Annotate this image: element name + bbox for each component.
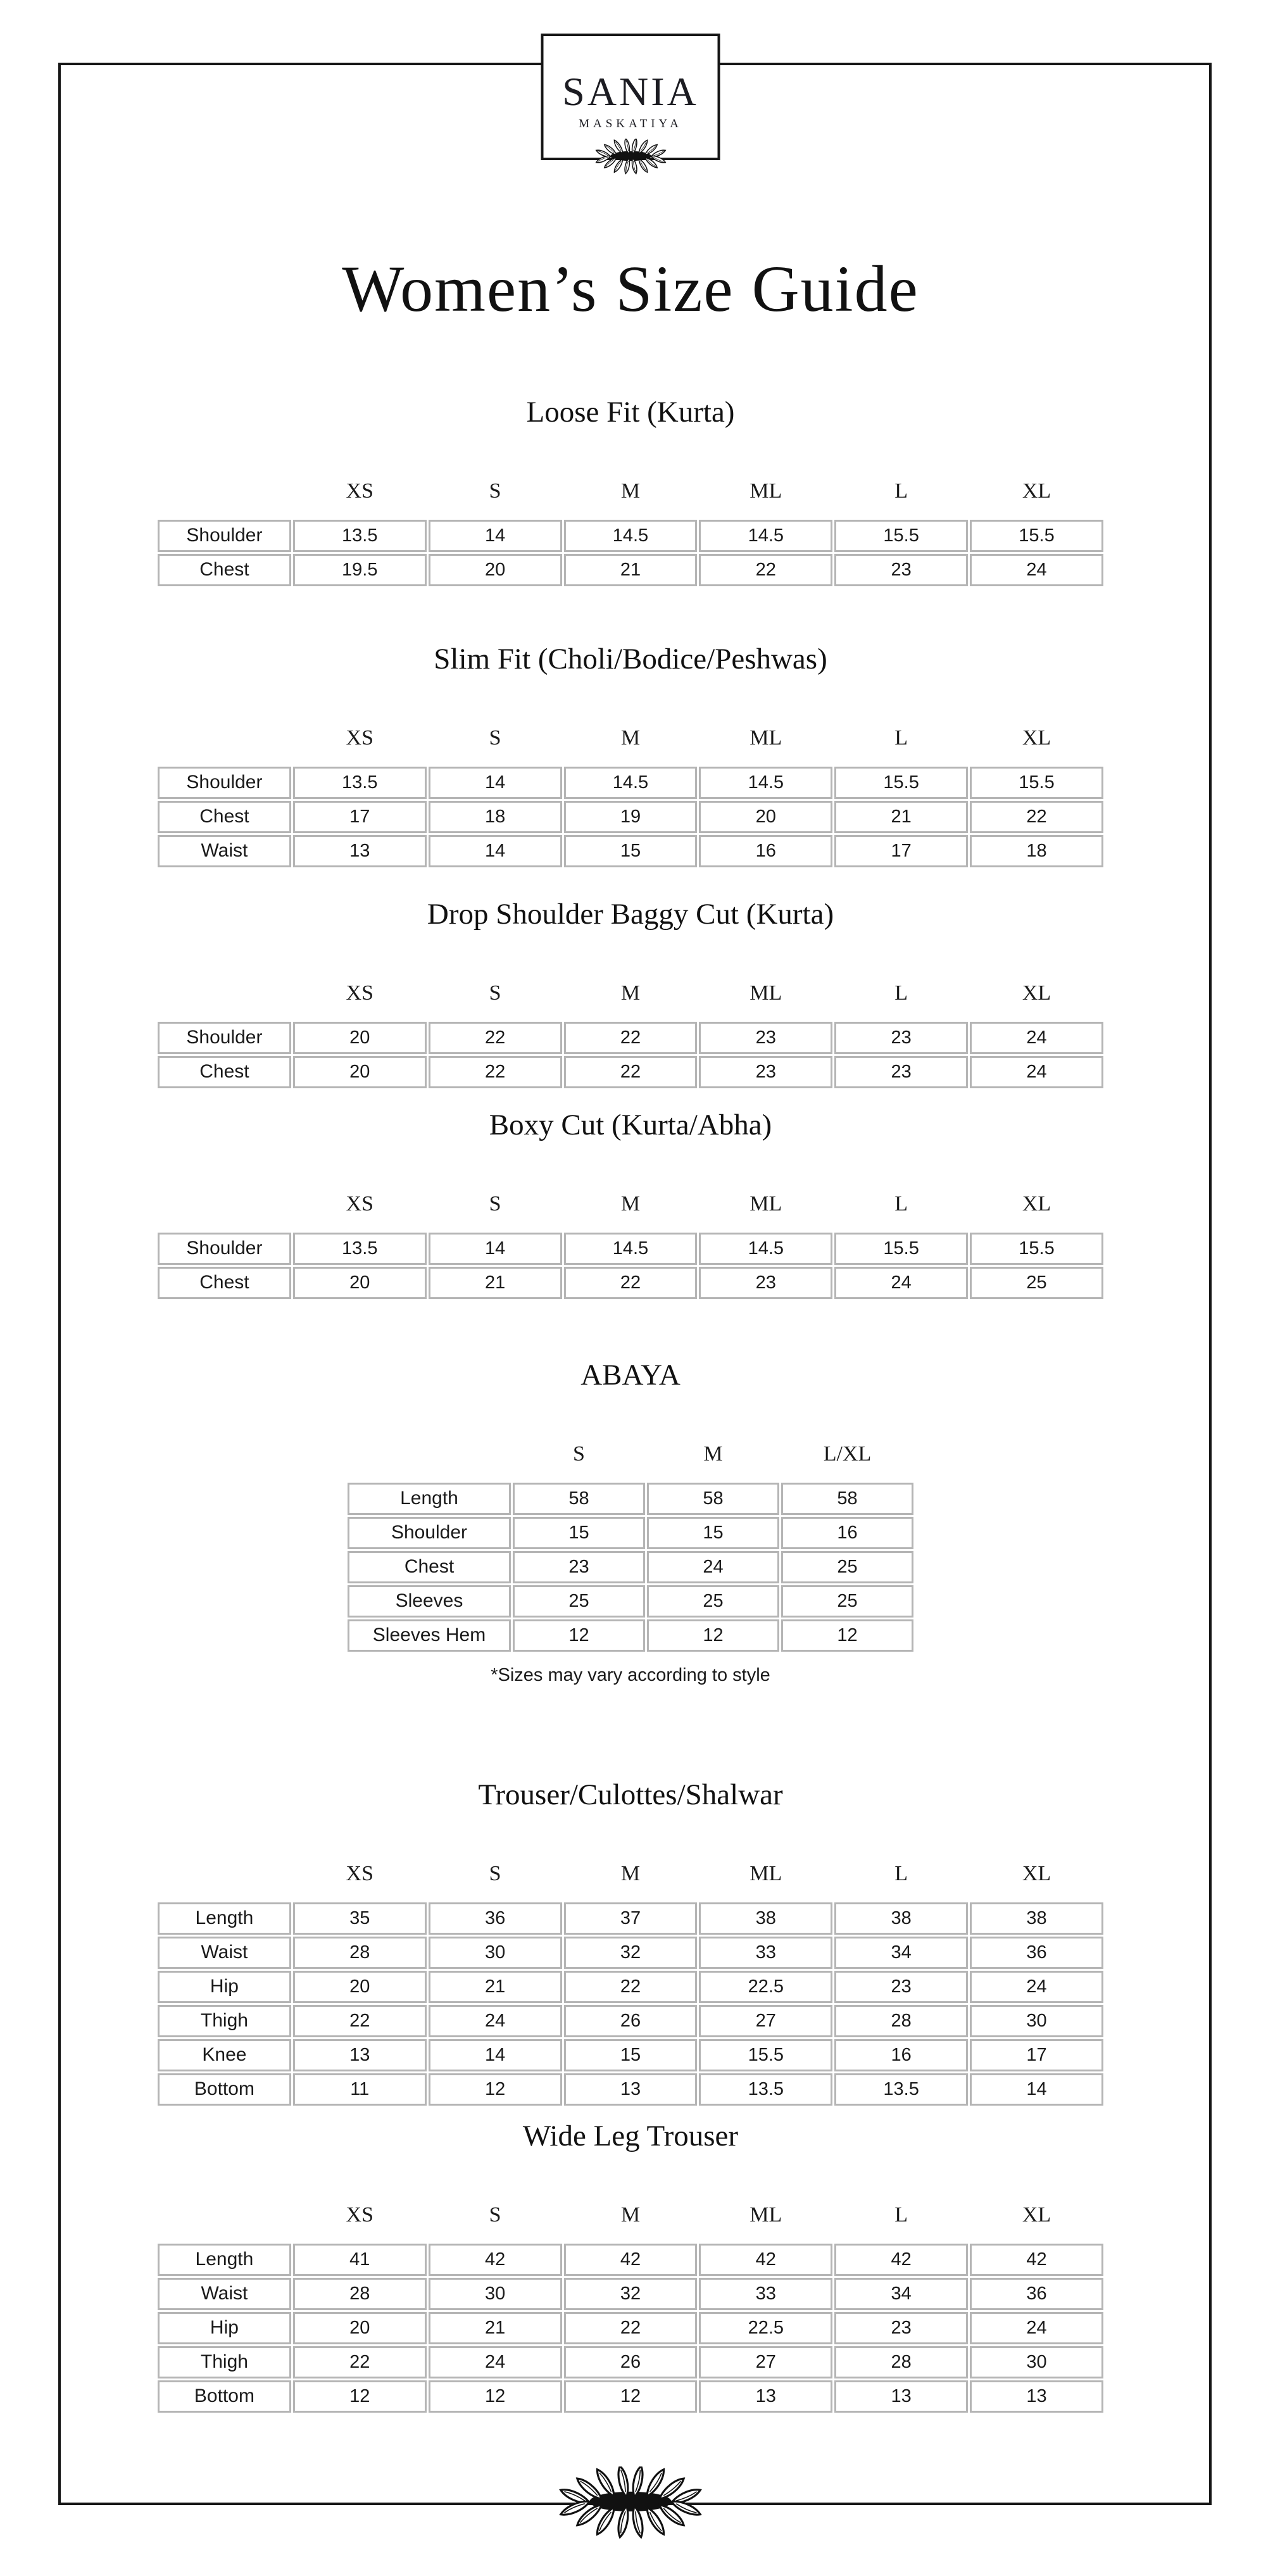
measurement-value: 42 [834, 2244, 968, 2276]
measurement-label: Thigh [158, 2346, 291, 2378]
measurement-value: 22 [564, 1056, 698, 1088]
measurement-value: 21 [834, 801, 968, 833]
size-header-row [158, 977, 1103, 1020]
measurement-value: 25 [970, 1267, 1103, 1299]
measurement-value: 25 [781, 1551, 913, 1583]
brand-name: SANIA [562, 69, 699, 114]
measurement-value: 15.5 [834, 767, 968, 799]
size-table-wide-leg [156, 2197, 1105, 2415]
measurement-value: 14 [429, 1233, 562, 1265]
measurement-label: Sleeves Hem [348, 1619, 511, 1652]
section-wide-leg [0, 2118, 1261, 2415]
table-row [348, 1619, 913, 1652]
size-column-header: ML [750, 1191, 782, 1216]
table-row [348, 1551, 913, 1583]
size-column-header: XS [346, 479, 373, 503]
measurement-label: Length [158, 1902, 291, 1935]
measurement-label: Bottom [158, 2073, 291, 2106]
measurement-value: 58 [647, 1483, 779, 1515]
measurement-label: Shoulder [348, 1517, 511, 1549]
measurement-value: 25 [513, 1585, 645, 1618]
measurement-value: 23 [699, 1022, 832, 1054]
measurement-value: 27 [699, 2346, 832, 2378]
measurement-value: 20 [293, 2312, 427, 2344]
table-row [158, 1056, 1103, 1088]
measurement-value: 23 [834, 1971, 968, 2003]
measurement-label: Waist [158, 1937, 291, 1969]
size-column-header: M [620, 1191, 641, 1216]
table-row [158, 2244, 1103, 2276]
table-row [158, 2005, 1103, 2037]
size-column-header: L [894, 726, 908, 750]
table-row [158, 2346, 1103, 2378]
measurement-value: 25 [647, 1585, 779, 1618]
measurement-value: 13 [293, 835, 427, 867]
measurement-value: 30 [429, 2278, 562, 2310]
corner-cell [158, 722, 291, 765]
measurement-value: 23 [513, 1551, 645, 1583]
section-boxy-cut [0, 1107, 1261, 1301]
measurement-value: 13.5 [699, 2073, 832, 2106]
size-column-header: M [620, 479, 641, 503]
measurement-value: 38 [970, 1902, 1103, 1935]
measurement-value: 24 [647, 1551, 779, 1583]
measurement-value: 14 [429, 2039, 562, 2071]
measurement-label: Shoulder [158, 520, 291, 552]
table-row [348, 1483, 913, 1515]
measurement-value: 16 [834, 2039, 968, 2071]
measurement-value: 36 [429, 1902, 562, 1935]
size-column-header: S [489, 726, 501, 750]
measurement-value: 22 [564, 1971, 698, 2003]
measurement-value: 42 [699, 2244, 832, 2276]
measurement-value: 27 [699, 2005, 832, 2037]
measurement-label: Shoulder [158, 1022, 291, 1054]
size-column-header: ML [750, 726, 782, 750]
measurement-value: 22 [564, 2312, 698, 2344]
table-row [158, 1971, 1103, 2003]
measurement-value: 14 [429, 835, 562, 867]
measurement-value: 20 [699, 801, 832, 833]
measurement-value: 22 [293, 2005, 427, 2037]
size-column-header: L/XL [823, 1442, 872, 1466]
page-title: Women’s Size Guide [342, 253, 919, 325]
size-header-row [158, 1188, 1103, 1231]
measurement-value: 36 [970, 2278, 1103, 2310]
size-column-header: ML [750, 1861, 782, 1885]
measurement-value: 21 [429, 1267, 562, 1299]
measurement-value: 22 [564, 1267, 698, 1299]
corner-cell [158, 1188, 291, 1231]
measurement-value: 14 [429, 767, 562, 799]
size-column-header: S [489, 2202, 501, 2227]
measurement-value: 16 [699, 835, 832, 867]
corner-cell [158, 977, 291, 1020]
chart-title-abaya: ABAYA [580, 1359, 681, 1392]
measurement-value: 15.5 [970, 520, 1103, 552]
size-header-row [158, 2199, 1103, 2242]
measurement-label: Waist [158, 835, 291, 867]
table-row [348, 1517, 913, 1549]
size-column-header: XL [1022, 1191, 1051, 1216]
section-trouser [0, 1776, 1261, 2108]
measurement-value: 22.5 [699, 1971, 832, 2003]
measurement-value: 30 [429, 1937, 562, 1969]
measurement-value: 28 [293, 1937, 427, 1969]
measurement-value: 28 [293, 2278, 427, 2310]
measurement-label: Knee [158, 2039, 291, 2071]
table-row [158, 801, 1103, 833]
measurement-value: 18 [429, 801, 562, 833]
table-row [158, 554, 1103, 586]
measurement-value: 14 [429, 520, 562, 552]
size-column-header: S [489, 1861, 501, 1885]
measurement-value: 17 [293, 801, 427, 833]
measurement-value: 26 [564, 2005, 698, 2037]
measurement-value: 21 [429, 1971, 562, 2003]
size-column-header: ML [750, 479, 782, 503]
table-row [348, 1585, 913, 1618]
measurement-value: 12 [564, 2380, 698, 2413]
measurement-value: 17 [834, 835, 968, 867]
measurement-value: 32 [564, 1937, 698, 1969]
corner-cell [348, 1438, 511, 1481]
measurement-value: 19 [564, 801, 698, 833]
measurement-value: 23 [699, 1267, 832, 1299]
measurement-value: 14.5 [699, 520, 832, 552]
measurement-label: Chest [348, 1551, 511, 1583]
measurement-value: 13 [293, 2039, 427, 2071]
size-column-header: L [894, 1861, 908, 1885]
size-column-header: XS [346, 726, 373, 750]
chart-title-slim-fit: Slim Fit (Choli/Bodice/Peshwas) [434, 643, 827, 675]
measurement-value: 33 [699, 1937, 832, 1969]
measurement-label: Sleeves [348, 1585, 511, 1618]
size-column-header: M [620, 2202, 641, 2227]
measurement-value: 12 [429, 2073, 562, 2106]
measurement-value: 23 [834, 1056, 968, 1088]
measurement-label: Length [158, 2244, 291, 2276]
measurement-value: 16 [781, 1517, 913, 1549]
chart-title-wide-leg: Wide Leg Trouser [522, 2120, 739, 2152]
measurement-value: 24 [834, 1267, 968, 1299]
measurement-value: 15 [513, 1517, 645, 1549]
size-column-header: M [620, 981, 641, 1005]
measurement-value: 15.5 [970, 767, 1103, 799]
measurement-value: 23 [834, 2312, 968, 2344]
measurement-label: Chest [158, 1056, 291, 1088]
measurement-value: 13 [564, 2073, 698, 2106]
measurement-value: 24 [970, 2312, 1103, 2344]
size-column-header: S [573, 1442, 585, 1466]
measurement-value: 41 [293, 2244, 427, 2276]
table-row [158, 1902, 1103, 1935]
measurement-value: 15 [647, 1517, 779, 1549]
table-row [158, 1022, 1103, 1054]
measurement-value: 13.5 [293, 1233, 427, 1265]
measurement-value: 12 [647, 1619, 779, 1652]
sizes-footnote: *Sizes may vary according to style [491, 1665, 770, 1685]
table-row [158, 2312, 1103, 2344]
table-row [158, 520, 1103, 552]
measurement-value: 13.5 [834, 2073, 968, 2106]
chart-title-boxy-cut: Boxy Cut (Kurta/Abha) [489, 1109, 772, 1141]
measurement-value: 15.5 [834, 520, 968, 552]
size-column-header: ML [750, 2202, 782, 2227]
size-column-header: XS [346, 1861, 373, 1885]
measurement-value: 37 [564, 1902, 698, 1935]
measurement-value: 15.5 [699, 2039, 832, 2071]
measurement-value: 30 [970, 2005, 1103, 2037]
table-row [158, 2278, 1103, 2310]
measurement-value: 20 [293, 1267, 427, 1299]
measurement-value: 13.5 [293, 767, 427, 799]
measurement-value: 42 [429, 2244, 562, 2276]
size-table-boxy-cut [156, 1186, 1105, 1301]
table-row [158, 2380, 1103, 2413]
measurement-value: 26 [564, 2346, 698, 2378]
measurement-value: 21 [429, 2312, 562, 2344]
measurement-value: 15 [564, 835, 698, 867]
measurement-label: Hip [158, 1971, 291, 2003]
measurement-label: Chest [158, 801, 291, 833]
measurement-value: 14.5 [564, 520, 698, 552]
measurement-label: Hip [158, 2312, 291, 2344]
measurement-value: 20 [293, 1056, 427, 1088]
measurement-value: 34 [834, 2278, 968, 2310]
size-column-header: L [894, 479, 908, 503]
size-header-row [158, 1857, 1103, 1901]
size-column-header: M [703, 1442, 723, 1466]
measurement-value: 13 [834, 2380, 968, 2413]
measurement-value: 13 [699, 2380, 832, 2413]
measurement-value: 58 [513, 1483, 645, 1515]
measurement-value: 15.5 [970, 1233, 1103, 1265]
size-column-header: XL [1022, 726, 1051, 750]
measurement-value: 33 [699, 2278, 832, 2310]
measurement-value: 12 [781, 1619, 913, 1652]
section-loose-fit [0, 394, 1261, 588]
measurement-value: 22 [429, 1056, 562, 1088]
measurement-value: 12 [513, 1619, 645, 1652]
measurement-label: Chest [158, 554, 291, 586]
measurement-value: 13.5 [293, 520, 427, 552]
measurement-value: 24 [429, 2005, 562, 2037]
size-column-header: S [489, 479, 501, 503]
measurement-value: 24 [970, 1022, 1103, 1054]
section-drop-shoulder [0, 896, 1261, 1090]
measurement-value: 34 [834, 1937, 968, 1969]
measurement-label: Thigh [158, 2005, 291, 2037]
measurement-value: 20 [293, 1971, 427, 2003]
table-row [158, 835, 1103, 867]
measurement-value: 23 [699, 1056, 832, 1088]
measurement-value: 15.5 [834, 1233, 968, 1265]
measurement-value: 22 [293, 2346, 427, 2378]
size-column-header: XS [346, 1191, 373, 1216]
measurement-value: 24 [970, 1056, 1103, 1088]
measurement-value: 12 [429, 2380, 562, 2413]
measurement-value: 58 [781, 1483, 913, 1515]
measurement-value: 42 [970, 2244, 1103, 2276]
measurement-value: 36 [970, 1937, 1103, 1969]
measurement-value: 23 [834, 554, 968, 586]
measurement-value: 32 [564, 2278, 698, 2310]
corner-cell [158, 475, 291, 518]
measurement-value: 13 [970, 2380, 1103, 2413]
brand-logo-box [541, 34, 720, 160]
measurement-value: 14.5 [564, 1233, 698, 1265]
table-row [158, 2073, 1103, 2106]
measurement-label: Shoulder [158, 767, 291, 799]
measurement-value: 14.5 [699, 767, 832, 799]
table-row [158, 2039, 1103, 2071]
measurement-value: 17 [970, 2039, 1103, 2071]
table-row [158, 1267, 1103, 1299]
chart-title-trouser: Trouser/Culottes/Shalwar [478, 1778, 783, 1811]
chart-title-loose-fit: Loose Fit (Kurta) [526, 396, 735, 429]
measurement-value: 14.5 [564, 767, 698, 799]
size-table-abaya [346, 1436, 915, 1654]
size-column-header: XS [346, 2202, 373, 2227]
measurement-label: Bottom [158, 2380, 291, 2413]
measurement-value: 20 [429, 554, 562, 586]
measurement-value: 22 [970, 801, 1103, 833]
size-table-drop-shoulder [156, 975, 1105, 1090]
size-column-header: XL [1022, 1861, 1051, 1885]
table-row [158, 767, 1103, 799]
measurement-value: 24 [970, 554, 1103, 586]
size-column-header: S [489, 1191, 501, 1216]
measurement-value: 38 [699, 1902, 832, 1935]
laurel-leaves-icon [591, 139, 670, 175]
size-column-header: L [894, 1191, 908, 1216]
laurel-leaves-icon [551, 2466, 710, 2539]
corner-cell [158, 2199, 291, 2242]
measurement-value: 15 [564, 2039, 698, 2071]
measurement-value: 35 [293, 1902, 427, 1935]
measurement-label: Chest [158, 1267, 291, 1299]
size-header-row [158, 722, 1103, 765]
size-column-header: M [620, 726, 641, 750]
size-column-header: L [894, 2202, 908, 2227]
measurement-label: Length [348, 1483, 511, 1515]
size-header-row [158, 475, 1103, 518]
measurement-value: 20 [293, 1022, 427, 1054]
measurement-value: 30 [970, 2346, 1103, 2378]
size-column-header: XL [1022, 479, 1051, 503]
size-table-trouser [156, 1856, 1105, 2108]
brand-subname: MASKATIYA [579, 117, 682, 130]
size-column-header: XL [1022, 2202, 1051, 2227]
measurement-value: 22.5 [699, 2312, 832, 2344]
table-row [158, 1233, 1103, 1265]
size-column-header: L [894, 981, 908, 1005]
measurement-value: 18 [970, 835, 1103, 867]
measurement-value: 14 [970, 2073, 1103, 2106]
size-column-header: S [489, 981, 501, 1005]
measurement-value: 28 [834, 2005, 968, 2037]
measurement-value: 28 [834, 2346, 968, 2378]
size-column-header: XL [1022, 981, 1051, 1005]
measurement-value: 12 [293, 2380, 427, 2413]
measurement-value: 23 [834, 1022, 968, 1054]
measurement-value: 22 [564, 1022, 698, 1054]
measurement-value: 22 [429, 1022, 562, 1054]
measurement-value: 24 [429, 2346, 562, 2378]
size-column-header: XS [346, 981, 373, 1005]
table-row [158, 1937, 1103, 1969]
measurement-value: 22 [699, 554, 832, 586]
chart-title-drop-shoulder: Drop Shoulder Baggy Cut (Kurta) [427, 898, 834, 931]
measurement-value: 19.5 [293, 554, 427, 586]
measurement-value: 21 [564, 554, 698, 586]
measurement-value: 24 [970, 1971, 1103, 2003]
size-column-header: ML [750, 981, 782, 1005]
size-table-loose-fit [156, 473, 1105, 588]
section-abaya [0, 1357, 1261, 1654]
measurement-label: Shoulder [158, 1233, 291, 1265]
size-table-slim-fit [156, 720, 1105, 869]
measurement-value: 42 [564, 2244, 698, 2276]
size-column-header: M [620, 1861, 641, 1885]
corner-cell [158, 1857, 291, 1901]
measurement-value: 11 [293, 2073, 427, 2106]
section-slim-fit [0, 641, 1261, 869]
size-header-row [348, 1438, 913, 1481]
measurement-label: Waist [158, 2278, 291, 2310]
measurement-value: 25 [781, 1585, 913, 1618]
measurement-value: 38 [834, 1902, 968, 1935]
measurement-value: 14.5 [699, 1233, 832, 1265]
